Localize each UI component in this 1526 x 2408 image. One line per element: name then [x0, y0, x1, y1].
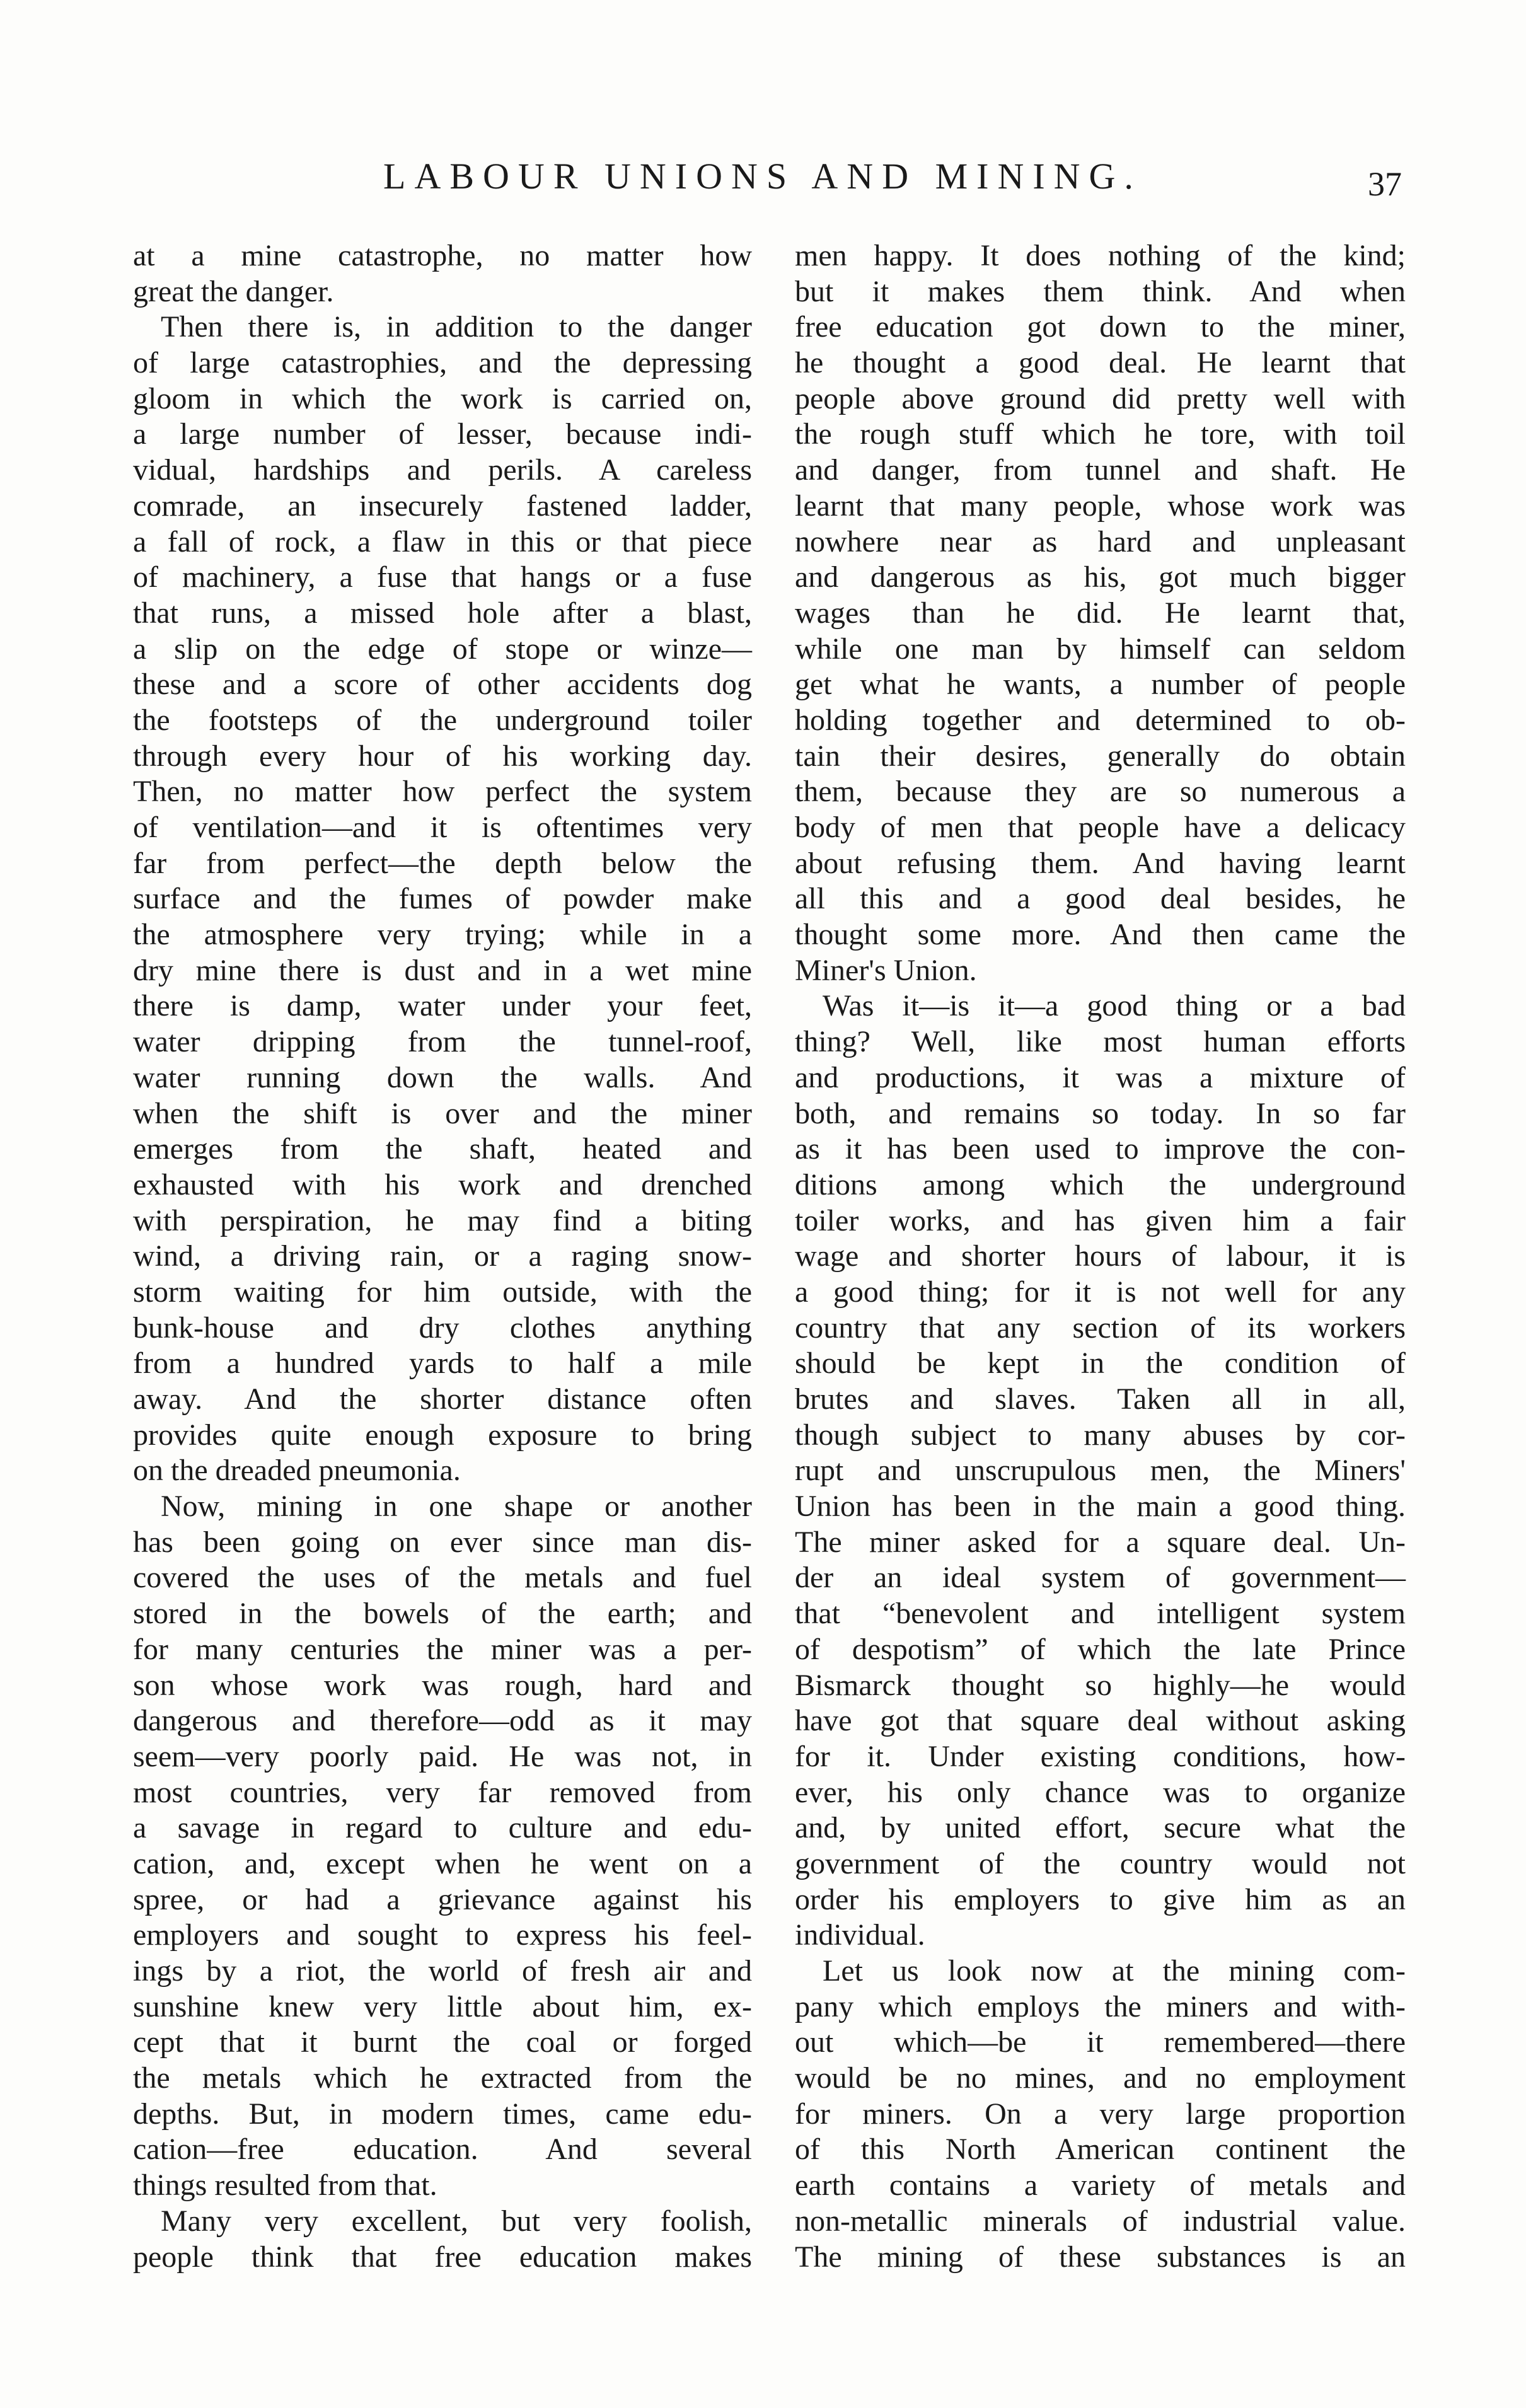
text-line: that “benevolent and intelligent system [795, 1597, 1406, 1631]
text-line: rupt and unscrupulous men, the Miners' [795, 1454, 1406, 1488]
text-line: son whose work was rough, hard and [133, 1668, 752, 1702]
text-line: and, by united effort, secure what the [795, 1811, 1406, 1845]
text-line: through every hour of his working day. [133, 739, 752, 773]
text-line: surface and the fumes of powder make [133, 882, 752, 916]
page-number: 37 [1368, 165, 1402, 203]
text-line: as it has been used to improve the con- [795, 1132, 1406, 1166]
text-line: learnt that many people, whose work was [795, 489, 1406, 523]
text-line: these and a score of other accidents dog [133, 668, 752, 702]
text-line: non-metallic minerals of industrial value. [795, 2204, 1406, 2238]
text-line: of despotism” of which the late Prince [795, 1632, 1406, 1666]
text-line: dry mine there is dust and in a wet mine [133, 953, 752, 987]
text-line: The miner asked for a square deal. Un- [795, 1525, 1406, 1559]
text-line: government of the country would not [795, 1846, 1406, 1880]
text-line: though subject to many abuses by cor- [795, 1418, 1406, 1452]
text-line: comrade, an insecurely fastened ladder, [133, 489, 752, 523]
text-line: away. And the shorter distance often [133, 1382, 752, 1416]
text-line: seem—very poorly paid. He was not, in [133, 1739, 752, 1773]
text-line: when the shift is over and the miner [133, 1096, 752, 1130]
left-text-column [133, 238, 752, 2275]
text-line: cation—free education. And several [133, 2133, 752, 2167]
right-text-column [795, 238, 1406, 2275]
text-line: earth contains a variety of metals and [795, 2168, 1406, 2203]
text-line: Then there is, in addition to the danger [161, 310, 752, 344]
text-line: toiler works, and has given him a fair [795, 1203, 1406, 1237]
text-line: spree, or had a grievance against his [133, 1882, 752, 1916]
text-line: Let us look now at the mining com- [823, 1954, 1406, 1988]
text-line: vidual, hardships and perils. A careless [133, 453, 752, 487]
text-line: exhausted with his work and drenched [133, 1167, 752, 1201]
text-line: for miners. On a very large proportion [795, 2097, 1406, 2131]
text-line: a large number of lesser, because indi- [133, 417, 752, 451]
text-line: and dangerous as his, got much bigger [795, 560, 1406, 594]
text-line: a fall of rock, a flaw in this or that piece [133, 524, 752, 559]
text-line: Then, no matter how perfect the system [133, 775, 752, 809]
text-line: sunshine knew very little about him, ex- [133, 1989, 752, 2023]
text-line: that runs, a missed hole after a blast, [133, 596, 752, 630]
text-line: ditions among which the underground [795, 1167, 1406, 1201]
text-line: covered the uses of the metals and fuel [133, 1561, 752, 1595]
text-line: bunk-house and dry clothes anything [133, 1311, 752, 1345]
running-header-title: LABOUR UNIONS AND MINING. [383, 156, 1142, 197]
text-line: der an ideal system of government— [795, 1561, 1406, 1595]
text-line: gloom in which the work is carried on, [133, 381, 752, 415]
text-line: should be kept in the condition of [795, 1346, 1406, 1381]
text-line: of ventilation—and it is oftentimes very [133, 811, 752, 844]
text-line: there is damp, water under your feet, [133, 989, 752, 1023]
text-line: the metals which he extracted from the [133, 2061, 752, 2095]
text-line: with perspiration, he may find a biting [133, 1203, 752, 1237]
text-line: Miner's Union. [795, 953, 977, 987]
text-line: employers and sought to express his feel- [133, 1918, 752, 1952]
text-line: ings by a riot, the world of fresh air and [133, 1954, 752, 1988]
text-line: men happy. It does nothing of the kind; [795, 239, 1406, 272]
text-line: a savage in regard to culture and edu- [133, 1811, 752, 1845]
text-line: for it. Under existing conditions, how- [795, 1739, 1406, 1773]
text-line: water dripping from the tunnel-roof, [133, 1025, 752, 1059]
text-line: Now, mining in one shape or another [161, 1490, 752, 1524]
text-line: nowhere near as hard and unpleasant [795, 524, 1406, 559]
text-line: great the danger. [133, 274, 334, 308]
text-line: people above ground did pretty well with [795, 381, 1406, 415]
text-line: of this North American continent the [795, 2133, 1406, 2167]
text-line: the footsteps of the underground toiler [133, 703, 752, 737]
text-line: have got that square deal without asking [795, 1704, 1406, 1738]
text-line: wages than he did. He learnt that, [795, 596, 1406, 630]
text-line: depths. But, in modern times, came edu- [133, 2097, 752, 2131]
text-line: wage and shorter hours of labour, it is [795, 1239, 1406, 1273]
text-line: he thought a good deal. He learnt that [795, 346, 1406, 380]
text-line: storm waiting for him outside, with the [133, 1275, 752, 1309]
text-line: of large catastrophies, and the depressing [133, 346, 752, 380]
text-line: far from perfect—the depth below the [133, 846, 752, 880]
text-line: of machinery, a fuse that hangs or a fuse [133, 560, 752, 594]
text-line: country that any section of its workers [795, 1311, 1406, 1345]
text-line: people think that free education makes [133, 2240, 752, 2274]
text-line: provides quite enough exposure to bring [133, 1418, 752, 1452]
text-line: for many centuries the miner was a per- [133, 1632, 752, 1666]
text-line: all this and a good deal besides, he [795, 882, 1406, 916]
text-line: thought some more. And then came the [795, 918, 1406, 952]
text-line: free education got down to the miner, [795, 310, 1406, 344]
text-line: out which—be it remembered—there [795, 2025, 1406, 2059]
text-line: and danger, from tunnel and shaft. He [795, 453, 1406, 487]
text-line: about refusing them. And having learnt [795, 846, 1406, 880]
text-line: cept that it burnt the coal or forged [133, 2025, 752, 2059]
text-line: both, and remains so today. In so far [795, 1096, 1406, 1130]
text-line: Bismarck thought so highly—he would [795, 1668, 1406, 1702]
text-line: a slip on the edge of stope or winze— [133, 632, 752, 666]
text-line: Union has been in the main a good thing. [795, 1490, 1406, 1524]
text-line: Many very excellent, but very foolish, [161, 2204, 752, 2238]
text-line: tain their desires, generally do obtain [795, 739, 1406, 773]
text-line: but it makes them think. And when [795, 274, 1406, 308]
text-line: ever, his only chance was to organize [795, 1775, 1406, 1809]
text-line: thing? Well, like most human efforts [795, 1025, 1406, 1059]
text-line: the atmosphere very trying; while in a [133, 918, 752, 952]
text-line: emerges from the shaft, heated and [133, 1132, 752, 1166]
text-line: individual. [795, 1918, 925, 1952]
text-line: and productions, it was a mixture of [795, 1060, 1406, 1094]
text-line: stored in the bowels of the earth; and [133, 1597, 752, 1631]
text-line: order his employers to give him as an [795, 1882, 1406, 1916]
text-line: on the dreaded pneumonia. [133, 1454, 461, 1488]
text-line: would be no mines, and no employment [795, 2061, 1406, 2095]
text-line: from a hundred yards to half a mile [133, 1346, 752, 1381]
text-line: most countries, very far removed from [133, 1775, 752, 1809]
text-line: has been going on ever since man dis- [133, 1525, 752, 1559]
text-line: things resulted from that. [133, 2168, 437, 2203]
text-line: water running down the walls. And [133, 1060, 752, 1094]
text-line: holding together and determined to ob- [795, 703, 1406, 737]
text-line: at a mine catastrophe, no matter how [133, 239, 752, 272]
text-line: cation, and, except when he went on a [133, 1846, 752, 1880]
text-line: The mining of these substances is an [795, 2240, 1406, 2274]
text-line: get what he wants, a number of people [795, 668, 1406, 702]
text-line: the rough stuff which he tore, with toil [795, 417, 1406, 451]
text-line: dangerous and therefore—odd as it may [133, 1704, 752, 1738]
text-line: pany which employs the miners and with- [795, 1989, 1406, 2023]
text-line: while one man by himself can seldom [795, 632, 1406, 666]
text-line: a good thing; for it is not well for any [795, 1275, 1406, 1309]
text-line: body of men that people have a delicacy [795, 811, 1406, 844]
text-line: wind, a driving rain, or a raging snow- [133, 1239, 752, 1273]
text-line: Was it—is it—a good thing or a bad [823, 989, 1406, 1023]
text-line: them, because they are so numerous a [795, 775, 1406, 809]
text-line: brutes and slaves. Taken all in all, [795, 1382, 1406, 1416]
